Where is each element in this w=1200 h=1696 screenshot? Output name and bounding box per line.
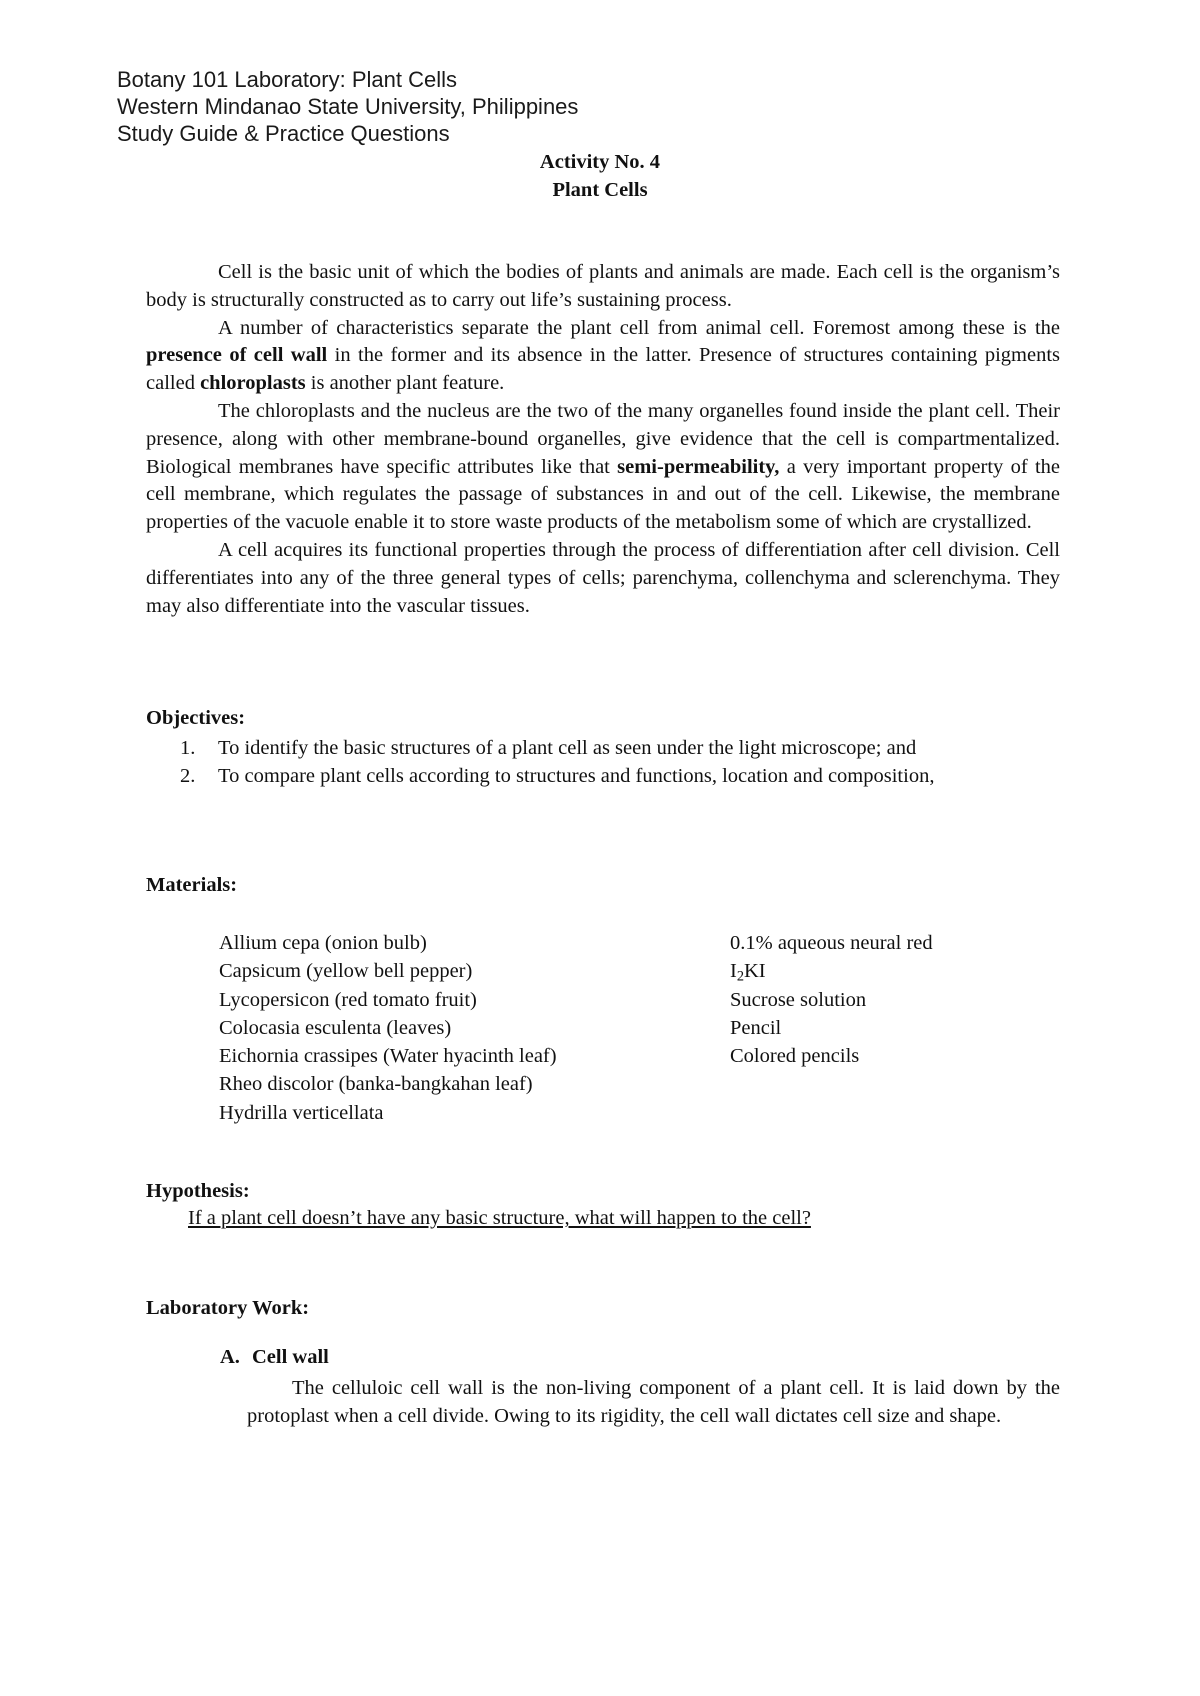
objective-text: To identify the basic structures of a plant cell as seen under the light microscope; and — [218, 737, 917, 759]
cell-wall-emphasis: presence of cell wall — [146, 344, 328, 367]
material-item-i2ki: $I_2KI$ — [730, 960, 766, 985]
materials-heading: Materials: — [146, 874, 238, 896]
guide-subtitle: Study Guide & Practice Questions — [117, 121, 450, 146]
materials-specimens-column — [219, 929, 557, 1127]
material-item: Sucrose solution — [730, 988, 867, 1011]
material-item: Allium cepa (onion bulb) — [219, 932, 427, 954]
objective-text: To compare plant cells according to structures and functions, location and composition, — [218, 764, 935, 787]
activity-title: Plant Cells — [552, 179, 648, 201]
intro-paragraph-4: A cell acquires its functional properties through the process of differentiation after cell division. Cell differentiates into any of the three general types of cells; parenchyma, collenchyma and sclerenchyma. They may also differentiate into the vascular tissues. — [146, 538, 1060, 617]
course-title: Botany 101 Laboratory: Plant Cells — [117, 67, 457, 92]
intro-paragraph-1: Cell is the basic unit of which the bodies of plants and animals are made. Each cell is the organism’s body is structurally constructed as to carry out life’s sustaining process. — [146, 261, 1060, 311]
section-a-title: Cell wall — [252, 1346, 329, 1368]
activity-number: Activity No. 4 — [539, 151, 661, 173]
material-item: Lycopersicon (red tomato fruit) — [219, 988, 477, 1011]
laboratory-work-heading: Laboratory Work: — [146, 1297, 310, 1319]
hypothesis-heading: Hypothesis: — [146, 1180, 250, 1202]
intro-paragraph-2: A number of characteristics separate the plant cell from animal cell. Foremost among these is the presence of cell wall in the former and its absence in the latter. Presence of structures containing pigments called chloroplasts is another plant feature. — [146, 316, 1060, 395]
material-item: Hydrilla verticellata — [219, 1101, 384, 1124]
objective-number: 2. — [180, 764, 196, 787]
course-header — [117, 66, 578, 147]
objectives-heading: Objectives: — [146, 707, 246, 729]
objective-item — [180, 735, 1060, 763]
material-item: Colocasia esculenta (leaves) — [219, 1016, 452, 1039]
chloroplasts-emphasis: chloroplasts — [200, 372, 306, 395]
materials-reagents-column — [730, 929, 933, 1070]
material-item: 0.1% aqueous neural red — [730, 932, 933, 954]
section-a-letter: A. — [220, 1346, 240, 1368]
semi-permeability-emphasis: semi-permeability, — [617, 455, 780, 478]
material-item: Rheo discolor (banka-bangkahan leaf) — [219, 1073, 533, 1096]
material-item: Pencil — [730, 1016, 782, 1039]
activity-title-block — [0, 148, 1200, 204]
section-a-heading — [220, 1346, 329, 1369]
objectives-list — [180, 735, 1060, 791]
material-item: Capsicum (yellow bell pepper) — [219, 960, 473, 983]
introduction — [146, 259, 1060, 620]
hypothesis-question: If a plant cell doesn’t have any basic structure, what will happen to the cell? — [188, 1207, 811, 1229]
objective-item — [180, 763, 1060, 791]
university-name: Western Mindanao State University, Philippines — [117, 94, 579, 119]
cell-wall-description: The celluloic cell wall is the non-living component of a plant cell. It is laid down by the protoplast when a cell divide. Owing to its rigidity, the cell wall dictates cell size and shape. — [247, 1377, 1060, 1427]
material-item: Colored pencils — [730, 1045, 860, 1068]
material-item: Eichornia crassipes (Water hyacinth leaf) — [219, 1045, 557, 1068]
intro-paragraph-3: The chloroplasts and the nucleus are the two of the many organelles found inside the plant cell. Their presence, along with other membrane-bound organelles, give evidence that the cell is compartmentalized. Biological membranes have specific attributes like that semi-permeability, a very important property of the cell membrane, which regulates the passage of substances in and out of the cell. Likewise, the membrane properties of the vacuole enable it to store waste products of the metabolism some of which are crystallized. — [146, 399, 1060, 534]
objective-number: 1. — [180, 737, 196, 759]
